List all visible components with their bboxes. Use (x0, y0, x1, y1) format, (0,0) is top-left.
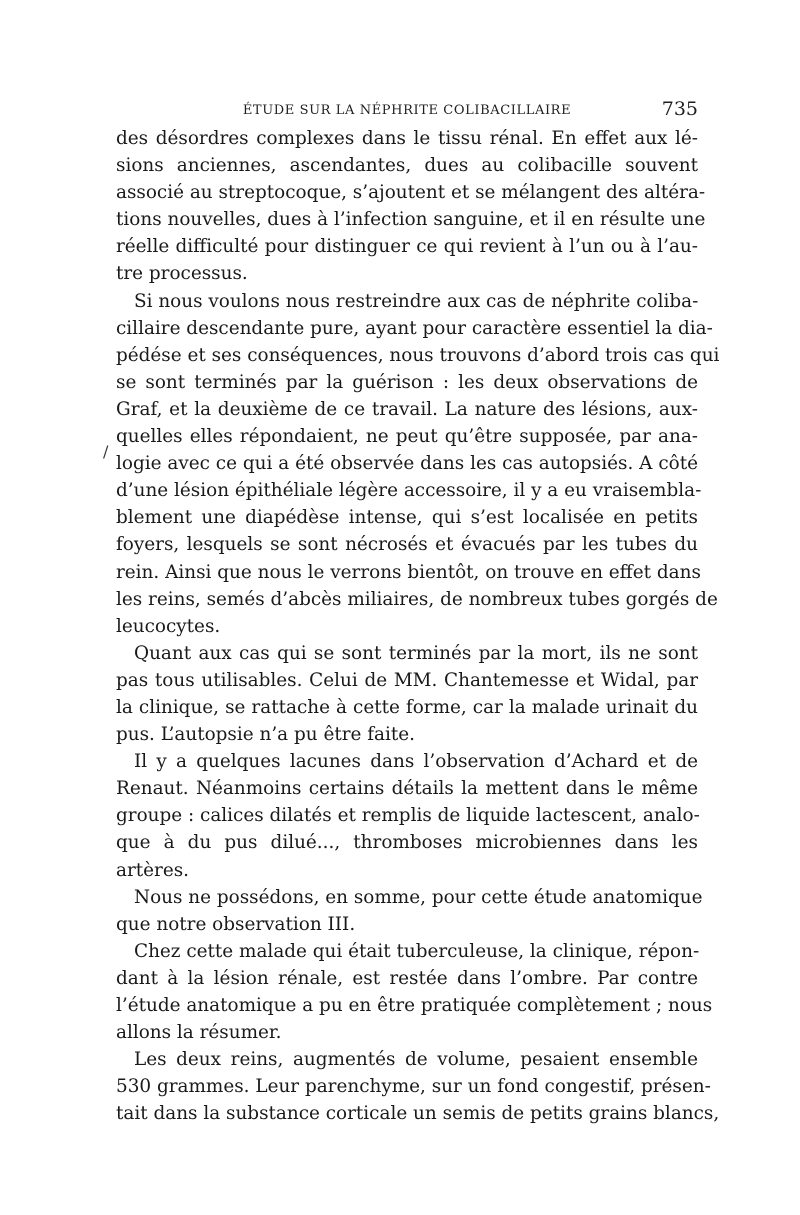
text-line: groupe : calices dilatés et remplis de liquide lactescent, analo- (116, 805, 700, 827)
text-line: Nous ne possédons, en somme, pour cette étude anatomique (134, 886, 703, 908)
text-line: leucocytes. (116, 615, 221, 637)
text-line: 530 grammes. Leur parenchyme, sur un fond congestif, présen- (116, 1076, 711, 1098)
text-line: Les deux reins, augmentés de volume, pesaient ensemble (134, 1049, 698, 1071)
running-title: ÉTUDE SUR LA NÉPHRITE COLIBACILLAIRE (242, 103, 572, 118)
text-line: associé au streptocoque, s’ajoutent et se mélangent des altéra- (116, 182, 706, 204)
text-line: allons la résumer. (116, 1022, 282, 1044)
body-text (116, 125, 720, 1127)
text-line: l’étude anatomique a pu en être pratiquée complètement ; nous (116, 995, 713, 1016)
text-line: dant à la lésion rénale, est restée dans l’ombre. Par contre (116, 967, 698, 989)
text-line: cillaire descendante pure, ayant pour caractère essentiel la dia- (116, 317, 713, 339)
text-line: quelles elles répondaient, ne peut qu’être supposée, par ana- (116, 426, 698, 448)
text-line: la clinique, se rattache à cette forme, car la malade urinait du (116, 696, 698, 718)
text-line: les reins, semés d’abcès miliaires, de nombreux tubes gorgés de (116, 588, 718, 610)
page-number: 735 (661, 98, 698, 120)
paragraph (116, 288, 720, 640)
text-line: tre processus. (116, 263, 248, 285)
text-line: que à du pus dilué..., thromboses microbiennes dans les (116, 832, 698, 854)
paragraph (116, 1046, 720, 1127)
text-line: tions nouvelles, dues à l’infection sanguine, et il en résulte une (116, 209, 706, 231)
text-line: des désordres complexes dans le tissu rénal. En effet aux lé- (116, 128, 698, 149)
text-line: Chez cette malade qui était tuberculeuse, la clinique, répon- (134, 940, 700, 962)
text-line: Quant aux cas qui se sont terminés par la mort, ils ne sont (134, 642, 698, 664)
text-line: se sont terminés par la guérison : les deux observations de (116, 371, 698, 393)
text-line: d’une lésion épithéliale légère accessoire, il y a eu vraisembla- (116, 480, 702, 502)
text-line: pus. L’autopsie n’a pu être faite. (116, 724, 416, 746)
text-line: foyers, lesquels se sont nécrosés et évacués par les tubes du (116, 534, 698, 556)
margin-mark: / (103, 442, 109, 461)
paragraph (116, 938, 713, 1046)
text-line: Il y a quelques lacunes dans l’observation d’Achard et de (134, 751, 698, 773)
text-line: Si nous voulons nous restreindre aux cas de néphrite coliba- (134, 290, 699, 312)
text-line: Graf, et la deuxième de ce travail. La nature des lésions, aux- (116, 398, 698, 420)
paragraph (116, 125, 706, 288)
text-line: artères. (116, 859, 189, 881)
text-line: Renaut. Néanmoins certains détails la mettent dans le même (116, 778, 698, 800)
text-line: sions anciennes, ascendantes, dues au colibacille souvent (116, 155, 698, 177)
text-line: pas tous utilisables. Celui de MM. Chantemesse et Widal, par (116, 669, 698, 691)
text-line: que notre observation III. (116, 913, 356, 935)
text-line: logie avec ce qui a été observée dans les cas autopsiés. A côté (116, 453, 698, 475)
text-line: pédése et ses conséquences, nous trouvons d’abord trois cas qui (116, 344, 720, 366)
paragraph (116, 884, 703, 938)
text-line: rein. Ainsi que nous le verrons bientôt, on trouve en effet dans (116, 561, 701, 583)
paragraph (116, 748, 698, 883)
page-header (116, 98, 698, 122)
text-line: blement une diapédèse intense, qui s’est localisée en petits (116, 507, 698, 529)
text-line: réelle difficulté pour distinguer ce qui revient à l’un ou à l’au- (116, 236, 698, 258)
paragraph (116, 640, 698, 748)
text-line: tait dans la substance corticale un semis de petits grains blancs, (116, 1103, 720, 1125)
